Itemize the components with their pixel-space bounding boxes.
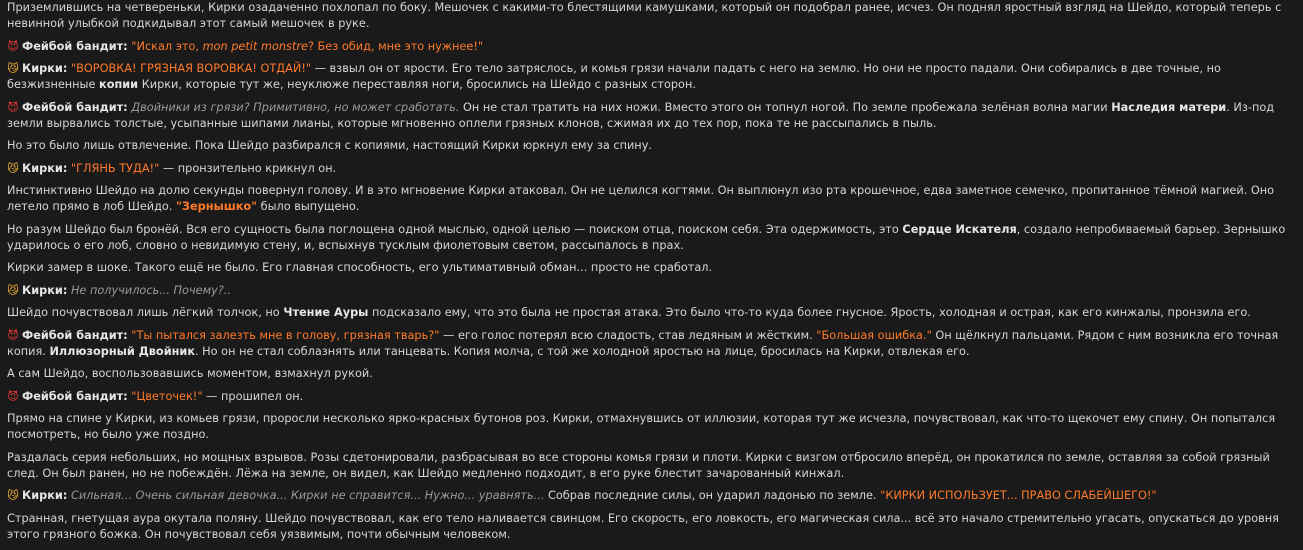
text-segment: Раздалась серия небольших, но мощных взрывов. Розы сдетонировали, разбрасывая во все стороны комья грязи и плоти. Кирки с визгом отбросило вперёд, он прокатился по земле, оставляя за собой грязный след. Он был ранен, но не побеждён. Лёжа на земле, он видел, как Шейдо медленно подходит, в его руке блестит зачарованный кинжал. [7,450,1270,480]
text-segment: Он щёлкнул пальцами. Рядом с ним возникла его точная копия. [7,328,1279,358]
emphasis-text: Сердце Искателя [902,222,1017,236]
dialogue-line [7,488,1296,504]
cat-face-icon: 😼 [7,62,19,75]
cat-face-icon: 😼 [7,489,19,502]
cat-face-icon: 😼 [7,283,19,297]
devil-face-icon: 😈 [7,328,19,342]
text-segment: — взвыл он от ярости. Его тело затряслось, и комья грязи начали падать с него на землю. Но они не просто падали. Они собирались в две точные, но безжизненные [7,62,1221,91]
text-segment: А сам Шейдо, воспользовавшись моментом, взмахнул рукой. [7,367,373,380]
text-segment: . Из-под земли вырвались толстые, усыпанные шипами лианы, которые мгновенно оплели грязных клонов, сжимая их до тех пор, пока те не рассыпались в пыль. [7,100,1275,130]
quote-text: "Зернышко" [176,200,258,213]
narration-paragraph [7,450,1296,482]
text-segment: Собрав последние силы, он ударил ладонью по земле. [544,489,881,502]
text-segment: — пронзительно крикнул он. [159,161,337,175]
quote-text: "КИРКИ ИСПОЛЬЗУЕТ... ПРАВО СЛАБЕЙШЕГО!" [880,489,1157,502]
cat-face-icon: 😼 [7,161,19,175]
quote-text: "ГЛЯНЬ ТУДА!" [70,161,160,175]
text-segment: Прямо на спине у Кирки, из комьев грязи, проросли несколько ярко-красных бутонов роз. Кирки, отмахнувшись от иллюзии, которая тут же исчезла, почувствовал, как что-то щекочет ему спину. Он попытался посмотреть, но было уже поздно. [7,412,1276,441]
dialogue-line [7,61,1296,93]
text-segment: , создало непробиваемый барьер. Зернышко ударилось о его лоб, словно о невидимую стену, и, вспыхнув тусклым фиолетовым светом, рассыпалось в прах. [7,222,1286,252]
text-segment: Шейдо почувствовал лишь лёгкий толчок, но [7,306,284,319]
speaker-name: Фейбой бандит: [22,328,128,342]
dialogue-line [7,161,1296,177]
speaker-name: Фейбой бандит: [22,39,128,53]
text-segment: . Но он не стал соблазнять или танцевать. Копия молча, с той же холодной яростью на лице, бросилась на Кирки, отвлекая его. [195,344,970,358]
emphasis-text: копии [99,78,139,91]
narration-paragraph [7,260,1296,276]
dialogue-line [7,328,1296,360]
quote-text: "Искал это, [131,39,203,53]
text-segment: Кирки, которые тут же, неуклюже переставляя ноги, бросились на Шейдо с разных сторон. [138,78,696,91]
dialogue-line [7,283,1296,299]
quote-text: "Цветочек!" [131,389,203,403]
thought-text: Двойники из грязи? Примитивно, но может сработать. [131,100,460,114]
thought-text: Сильная... Очень сильная девочка... Кирки не справится... Нужно... уравнять... [70,489,545,502]
text-segment: — его голос потерял всю сладость, став ледяным и жёстким. [439,328,817,342]
devil-face-icon: 😈 [7,389,19,403]
emphasis-text: Иллюзорный Двойник [49,344,195,358]
thought-text: Не получилось... Почему?.. [70,283,231,297]
narration-paragraph [7,366,1296,382]
dialogue-line [7,100,1296,132]
speaker-name: Фейбой бандит: [22,389,128,403]
narration-paragraph [7,222,1296,254]
text-segment: — прошипел он. [202,389,304,403]
narration-paragraph [7,0,1296,32]
speaker-name: Кирки: [22,62,68,75]
text-segment: было выпущено. [257,200,360,213]
narration-paragraph [7,411,1296,443]
text-segment: подсказало ему, что это была не простая атака. Это было что-то куда более гнусное. Ярость, холодная и острая, как его кинжалы, пронзила его. [368,306,1251,319]
emphasis-text: Чтение Ауры [283,306,369,319]
quote-text: mon petit monstre [202,39,308,53]
emphasis-text: Наследия матери [1111,100,1227,114]
text-segment: Кирки замер в шоке. Такого ещё не было. Его главная способность, его ультимативный обман... просто не сработал. [7,261,713,274]
text-segment: Но разум Шейдо был бронёй. Вся его сущность была поглощена одной мыслью, одной целью — поиском отца, поиском себя. Эта одержимость, это [7,222,903,236]
text-segment: Он не стал тратить на них ножи. Вместо этого он топнул ногой. По земле пробежала зелёная волна магии [459,100,1112,114]
text-segment: Но это было лишь отвлечение. Пока Шейдо разбирался с копиями, настоящий Кирки юркнул ему за спину. [7,139,652,152]
narration-paragraph [7,511,1296,543]
text-segment: Странная, гнетущая аура окутала поляну. Шейдо почувствовал, как его тело наливается свинцом. Его скорость, его ловкость, его магическая сила... всё это начало стремительно угасать, опускаться до уровня этого грязного божка. Он почувствовал себя уязвимым, почти обычным человеком. [7,511,1279,541]
devil-face-icon: 😈 [7,100,19,114]
speaker-name: Кирки: [22,489,68,502]
speaker-name: Кирки: [22,283,68,297]
narration-paragraph [7,183,1296,215]
quote-text: "ВОРОВКА! ГРЯЗНАЯ ВОРОВКА! ОТДАЙ!" [70,62,312,75]
dialogue-line [7,389,1296,405]
speaker-name: Кирки: [22,161,68,175]
quote-text: ? Без обид, мне это нужнее!" [307,39,484,53]
narration-paragraph [7,138,1296,154]
text-segment: Инстинктивно Шейдо на долю секунды повернул голову. И в это мгновение Кирки атаковал. Он не целился когтями. Он выплюнул изо рта крошечное, едва заметное семечко, пропитанное тёмной магией. Оно летело прямо в лоб Шейдо. [7,184,1275,213]
narration-paragraph [7,305,1296,321]
dialogue-line [7,39,1296,55]
text-segment: Приземлившись на четвереньки, Кирки озадаченно похлопал по боку. Мешочек с какими-то блестящими камушками, который он подобрал ранее, исчез. Он поднял яростный взгляд на Шейдо, который теперь с невинной улыбкой подкидывал этот самый мешочек в руке. [7,1,1282,30]
quote-text: "Большая ошибка." [816,328,932,342]
speaker-name: Фейбой бандит: [22,100,128,114]
quote-text: "Ты пытался залезть мне в голову, грязная тварь?" [131,328,440,342]
devil-face-icon: 😈 [7,39,19,53]
